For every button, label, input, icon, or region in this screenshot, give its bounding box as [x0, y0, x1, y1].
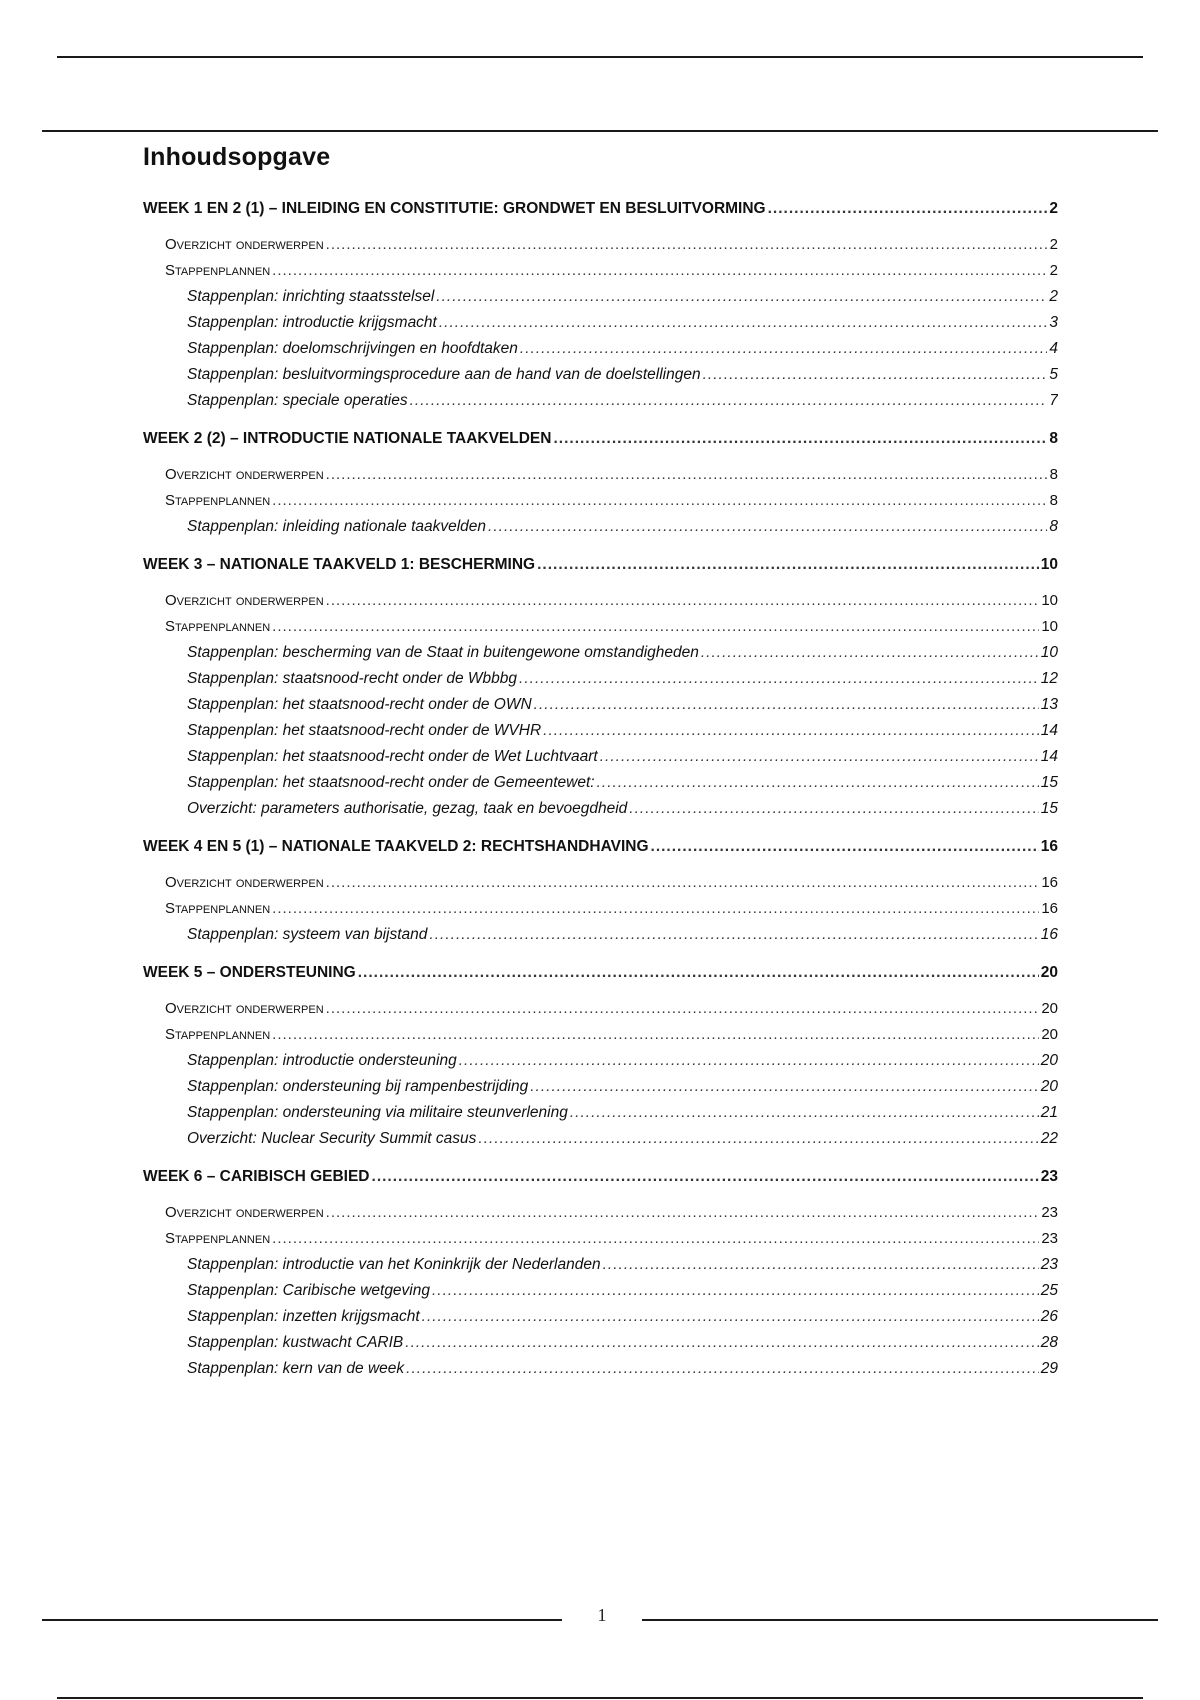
toc-item[interactable]: [143, 744, 1058, 770]
toc-entry-label: Overzicht: parameters authorisatie, gezag, taak en bevoegdheid: [187, 796, 629, 822]
toc-item[interactable]: [143, 692, 1058, 718]
toc-subsection-overview[interactable]: [143, 996, 1058, 1022]
toc-entry-page: 23: [1040, 1256, 1058, 1273]
toc-entry-label: Stappenplannen: [165, 1022, 272, 1048]
table-of-contents: [143, 196, 1058, 1382]
toc-leader-dots: [488, 514, 1047, 540]
toc-entry-label: Stappenplan: introductie van het Koninkrijk der Nederlanden: [187, 1252, 603, 1278]
toc-item[interactable]: [143, 514, 1058, 540]
toc-subsection-overview[interactable]: [143, 232, 1058, 258]
toc-leader-dots: [272, 1022, 1039, 1048]
toc-entry-page: 2: [1049, 200, 1058, 217]
toc-entry-label: Stappenplan: speciale operaties: [187, 388, 410, 414]
toc-entry-page: 15: [1040, 800, 1058, 817]
toc-leader-dots: [326, 1200, 1040, 1226]
toc-entry-page: 3: [1049, 314, 1058, 331]
toc-item[interactable]: [143, 1126, 1058, 1152]
toc-entry-page: 8: [1049, 518, 1058, 535]
toc-entry-page: 14: [1040, 722, 1058, 739]
toc-entry-page: 10: [1040, 556, 1058, 573]
toc-section-heading[interactable]: [143, 960, 1058, 986]
toc-leader-dots: [530, 1074, 1039, 1100]
toc-entry-page: 22: [1040, 1130, 1058, 1147]
toc-leader-dots: [406, 1356, 1039, 1382]
toc-subsection-overview[interactable]: [143, 588, 1058, 614]
toc-entry-label: Stappenplan: bescherming van de Staat in buitengewone omstandigheden: [187, 640, 701, 666]
toc-entry-label: WEEK 3 – NATIONALE TAAKVELD 1: BESCHERMING: [143, 552, 537, 578]
toc-leader-dots: [405, 1330, 1038, 1356]
toc-entry-label: Stappenplan: inrichting staatsstelsel: [187, 284, 436, 310]
toc-entry-page: 20: [1040, 1078, 1058, 1095]
toc-subsection-plans[interactable]: [143, 488, 1058, 514]
toc-entry-page: 12: [1040, 670, 1058, 687]
toc-item[interactable]: [143, 1048, 1058, 1074]
toc-leader-dots: [422, 1304, 1039, 1330]
toc-item[interactable]: [143, 1278, 1058, 1304]
toc-leader-dots: [436, 284, 1047, 310]
toc-entry-label: Stappenplan: inzetten krijgsmacht: [187, 1304, 422, 1330]
toc-entry-page: 10: [1041, 592, 1058, 609]
toc-leader-dots: [603, 1252, 1039, 1278]
toc-entry-label: Stappenplan: kern van de week: [187, 1356, 406, 1382]
toc-entry-page: 2: [1049, 236, 1058, 253]
toc-leader-dots: [326, 996, 1040, 1022]
toc-section-heading[interactable]: [143, 426, 1058, 452]
toc-leader-dots: [703, 362, 1048, 388]
toc-item[interactable]: [143, 1100, 1058, 1126]
toc-entry-page: 23: [1040, 1168, 1058, 1185]
toc-section-heading[interactable]: [143, 834, 1058, 860]
toc-entry-label: Overzicht onderwerpen: [165, 232, 326, 258]
toc-item[interactable]: [143, 770, 1058, 796]
toc-entry-page: 16: [1041, 900, 1058, 917]
toc-subsection-plans[interactable]: [143, 614, 1058, 640]
toc-entry-label: Stappenplannen: [165, 896, 272, 922]
toc-item[interactable]: [143, 666, 1058, 692]
toc-entry-page: 25: [1040, 1282, 1058, 1299]
toc-entry-label: Stappenplan: Caribische wetgeving: [187, 1278, 432, 1304]
toc-section-heading[interactable]: [143, 1164, 1058, 1190]
toc-entry-page: 16: [1041, 874, 1058, 891]
toc-entry-label: Stappenplan: inleiding nationale taakvelden: [187, 514, 488, 540]
toc-subsection-plans[interactable]: [143, 896, 1058, 922]
toc-item[interactable]: [143, 1252, 1058, 1278]
toc-entry-page: 7: [1049, 392, 1058, 409]
toc-entry-page: 8: [1049, 466, 1058, 483]
toc-leader-dots: [553, 426, 1047, 452]
toc-leader-dots: [651, 834, 1039, 860]
toc-entry-label: Stappenplan: ondersteuning via militaire steunverlening: [187, 1100, 570, 1126]
toc-leader-dots: [519, 666, 1039, 692]
toc-item[interactable]: [143, 922, 1058, 948]
toc-entry-label: Stappenplannen: [165, 488, 272, 514]
toc-entry-page: 16: [1040, 838, 1058, 855]
toc-entry-label: Overzicht: Nuclear Security Summit casus: [187, 1126, 478, 1152]
toc-entry-label: Stappenplannen: [165, 258, 272, 284]
toc-entry-label: Stappenplan: het staatsnood-recht onder de WVHR: [187, 718, 543, 744]
toc-entry-label: WEEK 1 EN 2 (1) – INLEIDING EN CONSTITUTIE: GRONDWET EN BESLUITVORMING: [143, 196, 768, 222]
toc-item[interactable]: [143, 796, 1058, 822]
toc-leader-dots: [272, 1226, 1039, 1252]
toc-leader-dots: [326, 588, 1040, 614]
header-rule-bottom: [42, 130, 1158, 132]
toc-leader-dots: [326, 870, 1040, 896]
toc-leader-dots: [326, 232, 1048, 258]
toc-entry-label: Stappenplan: introductie ondersteuning: [187, 1048, 459, 1074]
toc-item[interactable]: [143, 718, 1058, 744]
toc-item[interactable]: [143, 310, 1058, 336]
toc-entry-label: Overzicht onderwerpen: [165, 462, 326, 488]
toc-item[interactable]: [143, 362, 1058, 388]
toc-entry-label: Stappenplan: kustwacht CARIB: [187, 1330, 405, 1356]
toc-entry-label: WEEK 5 – ONDERSTEUNING: [143, 960, 358, 986]
toc-entry-label: Stappenplannen: [165, 1226, 272, 1252]
toc-entry-page: 26: [1040, 1308, 1058, 1325]
toc-leader-dots: [543, 718, 1039, 744]
toc-section-heading[interactable]: [143, 552, 1058, 578]
toc-leader-dots: [358, 960, 1039, 986]
header-rule-top: [57, 56, 1143, 58]
toc-entry-page: 20: [1040, 1052, 1058, 1069]
toc-entry-label: WEEK 6 – CARIBISCH GEBIED: [143, 1164, 372, 1190]
footer-rule-bottom: [57, 1697, 1143, 1699]
toc-entry-page: 14: [1040, 748, 1058, 765]
toc-leader-dots: [459, 1048, 1039, 1074]
toc-entry-label: Stappenplan: introductie krijgsmacht: [187, 310, 439, 336]
toc-item[interactable]: [143, 1356, 1058, 1382]
toc-entry-page: 20: [1040, 964, 1058, 981]
toc-leader-dots: [478, 1126, 1038, 1152]
toc-entry-page: 23: [1041, 1204, 1058, 1221]
toc-leader-dots: [570, 1100, 1039, 1126]
toc-leader-dots: [597, 770, 1039, 796]
toc-entry-page: 13: [1040, 696, 1058, 713]
toc-entry-page: 2: [1049, 288, 1058, 305]
toc-leader-dots: [272, 258, 1047, 284]
toc-entry-page: 5: [1049, 366, 1058, 383]
toc-leader-dots: [432, 1278, 1039, 1304]
toc-subsection-plans[interactable]: [143, 1226, 1058, 1252]
toc-entry-page: 21: [1040, 1104, 1058, 1121]
toc-entry-page: 20: [1041, 1026, 1058, 1043]
toc-leader-dots: [372, 1164, 1039, 1190]
toc-item[interactable]: [143, 388, 1058, 414]
toc-entry-label: Stappenplan: systeem van bijstand: [187, 922, 429, 948]
toc-item[interactable]: [143, 336, 1058, 362]
toc-item[interactable]: [143, 284, 1058, 310]
footer-rule-right: [642, 1619, 1158, 1621]
toc-leader-dots: [600, 744, 1039, 770]
toc-leader-dots: [534, 692, 1039, 718]
toc-leader-dots: [429, 922, 1038, 948]
toc-entry-label: Stappenplan: het staatsnood-recht onder de Wet Luchtvaart: [187, 744, 600, 770]
toc-leader-dots: [701, 640, 1039, 666]
toc-entry-page: 15: [1040, 774, 1058, 791]
toc-entry-page: 2: [1049, 262, 1058, 279]
toc-entry-label: Overzicht onderwerpen: [165, 1200, 326, 1226]
toc-subsection-overview[interactable]: [143, 462, 1058, 488]
toc-leader-dots: [410, 388, 1048, 414]
toc-entry-label: Stappenplan: het staatsnood-recht onder de OWN: [187, 692, 534, 718]
toc-leader-dots: [272, 896, 1039, 922]
toc-item[interactable]: [143, 1074, 1058, 1100]
toc-subsection-overview[interactable]: [143, 1200, 1058, 1226]
toc-title: Inhoudsopgave: [143, 143, 331, 171]
toc-leader-dots: [272, 614, 1039, 640]
toc-leader-dots: [629, 796, 1038, 822]
toc-subsection-plans[interactable]: [143, 1022, 1058, 1048]
toc-entry-page: 16: [1040, 926, 1058, 943]
toc-leader-dots: [537, 552, 1039, 578]
toc-entry-label: WEEK 2 (2) – INTRODUCTIE NATIONALE TAAKVELDEN: [143, 426, 553, 452]
toc-leader-dots: [326, 462, 1048, 488]
toc-entry-label: Stappenplan: doelomschrijvingen en hoofdtaken: [187, 336, 520, 362]
toc-entry-label: Stappenplannen: [165, 614, 272, 640]
toc-entry-page: 10: [1041, 618, 1058, 635]
toc-leader-dots: [768, 196, 1048, 222]
toc-leader-dots: [439, 310, 1048, 336]
toc-section-heading[interactable]: [143, 196, 1058, 222]
toc-entry-label: Stappenplan: het staatsnood-recht onder de Gemeentewet:: [187, 770, 597, 796]
toc-entry-page: 20: [1041, 1000, 1058, 1017]
page-number: 1: [597, 1605, 607, 1625]
toc-leader-dots: [272, 488, 1047, 514]
toc-entry-page: 4: [1049, 340, 1058, 357]
footer-rule-left: [42, 1619, 562, 1621]
toc-entry-label: Stappenplan: ondersteuning bij rampenbestrijding: [187, 1074, 530, 1100]
toc-item[interactable]: [143, 1304, 1058, 1330]
toc-entry-page: 8: [1049, 430, 1058, 447]
toc-entry-label: Stappenplan: staatsnood-recht onder de Wbbbg: [187, 666, 519, 692]
toc-subsection-plans[interactable]: [143, 258, 1058, 284]
toc-entry-label: Overzicht onderwerpen: [165, 996, 326, 1022]
toc-entry-page: 29: [1040, 1360, 1058, 1377]
toc-item[interactable]: [143, 1330, 1058, 1356]
toc-item[interactable]: [143, 640, 1058, 666]
toc-subsection-overview[interactable]: [143, 870, 1058, 896]
toc-entry-label: WEEK 4 EN 5 (1) – NATIONALE TAAKVELD 2: RECHTSHANDHAVING: [143, 834, 651, 860]
toc-entry-page: 10: [1040, 644, 1058, 661]
toc-entry-page: 28: [1040, 1334, 1058, 1351]
toc-entry-page: 23: [1041, 1230, 1058, 1247]
toc-leader-dots: [520, 336, 1047, 362]
toc-entry-page: 8: [1049, 492, 1058, 509]
toc-entry-label: Stappenplan: besluitvormingsprocedure aan de hand van de doelstellingen: [187, 362, 703, 388]
toc-entry-label: Overzicht onderwerpen: [165, 870, 326, 896]
toc-entry-label: Overzicht onderwerpen: [165, 588, 326, 614]
